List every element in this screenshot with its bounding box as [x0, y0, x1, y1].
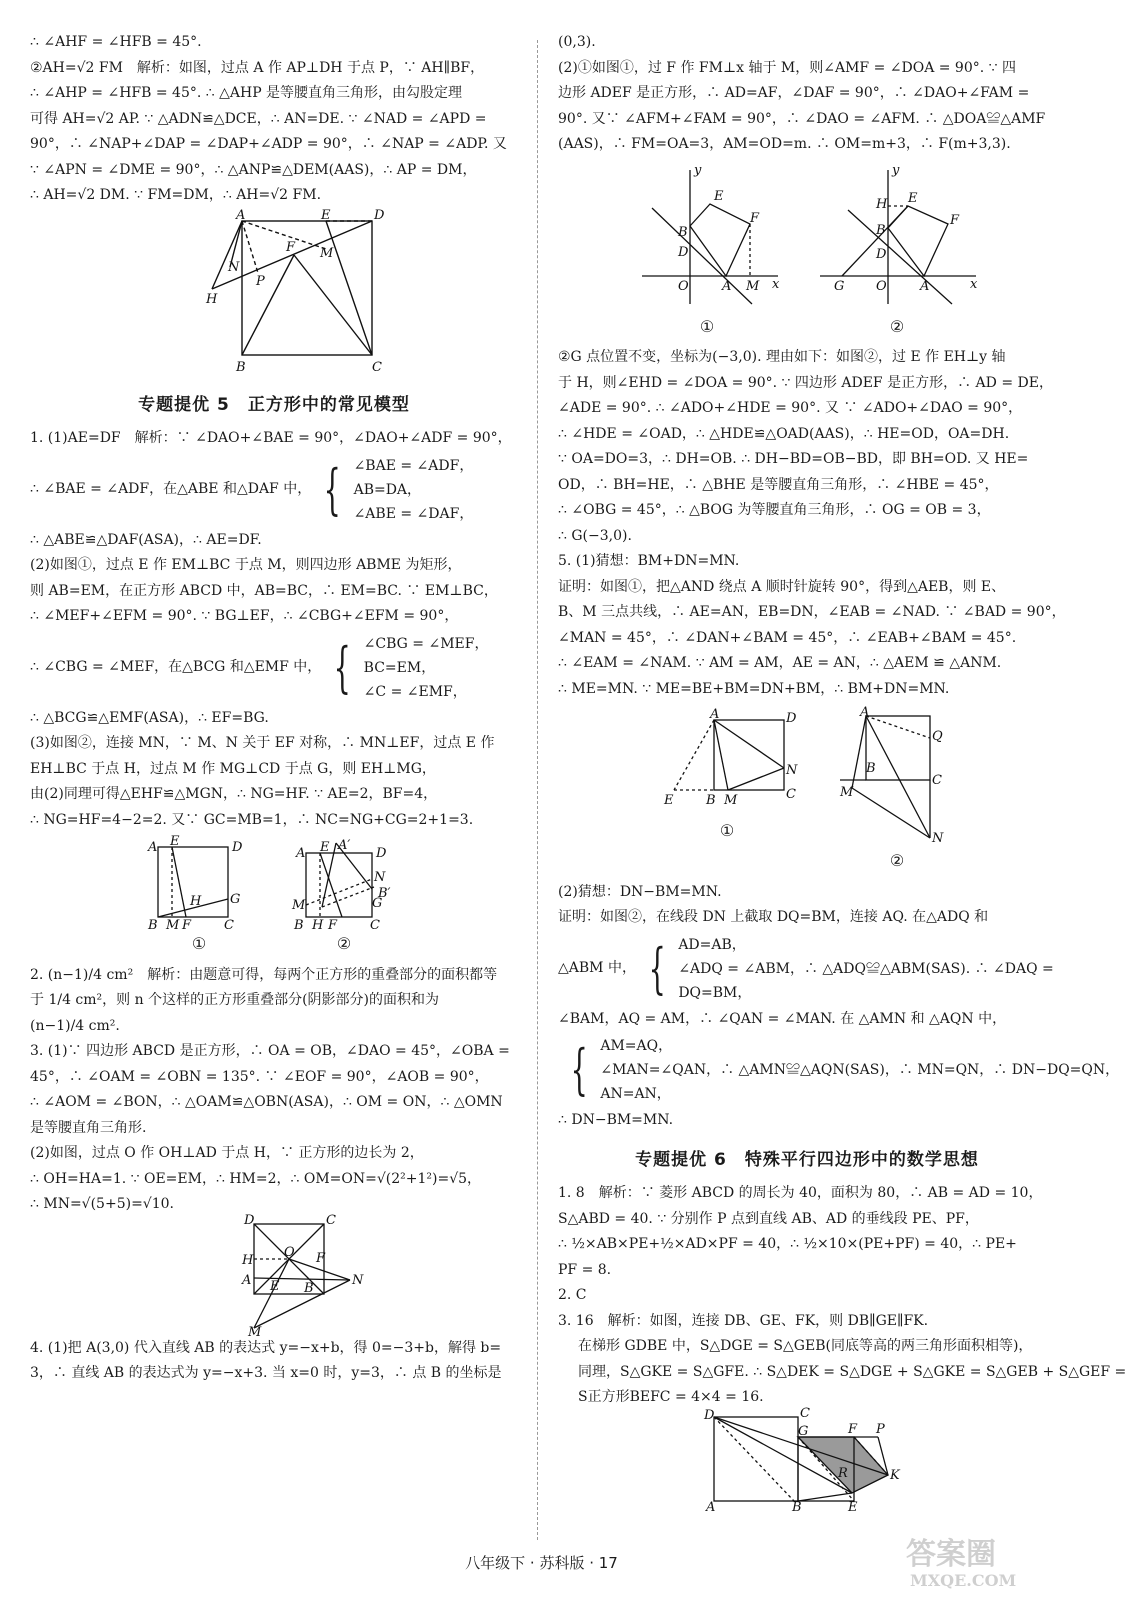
text-line: ∴ ∠OBG = 45°，∴ △BOG 为等腰直角三角形，∴ OG = OB = 3，	[558, 502, 991, 518]
svg-text:O: O	[284, 1244, 295, 1260]
brace-glyph: {	[323, 457, 341, 521]
text-line: 于 H，则∠EHD = ∠DOA = 90°. ∵ 四边形 ADEF 是正方形，∴ AD = DE，	[558, 374, 1053, 391]
text-line: ∴ OH=HA=1. ∵ OE=EM，∴ HM=2，∴ OM=ON=√(2²+1²)=√5，	[30, 1170, 482, 1187]
text-line: 同理，S△GKE = S△GFE. ∴ S△DEK = S△DGE + S△GKE = S△GEB + S△GEF =	[578, 1363, 1126, 1380]
text-line: 45°，∴ ∠OAM = ∠OBN = 135°. ∵ ∠EOF = 90°，∠AOB = 90°，	[30, 1068, 489, 1085]
text-line: △ABM 中，	[558, 959, 636, 976]
svg-text:A: A	[722, 278, 732, 294]
text-line: ②G 点位置不变，坐标为(−3,0). 理由如下：如图②，过 E 作 EH⊥y 轴	[558, 349, 1006, 365]
brace-glyph: {	[570, 1038, 588, 1101]
svg-text:C: C	[326, 1212, 336, 1228]
svg-text:B: B	[148, 918, 158, 933]
svg-text:D: D	[876, 246, 887, 262]
text-line: ∴ △ABE≌△DAF(ASA)，∴ AE=DF.	[30, 531, 262, 548]
text-line: ∴ ∠BAE = ∠ADF，在△ABE 和△DAF 中，	[30, 480, 312, 497]
text-line: OD，∴ BH=HE，∴ △BHE 是等腰直角三角形，∴ ∠HBE = 45°，	[558, 476, 999, 493]
svg-text:D: D	[376, 846, 387, 861]
text-line: ∠BAE = ∠ADF，	[353, 457, 474, 474]
svg-text:H: H	[312, 918, 324, 933]
text-line: (n−1)/4 cm².	[30, 1017, 120, 1034]
svg-text:B′: B′	[378, 886, 391, 901]
svg-text:y: y	[892, 162, 900, 178]
svg-text:R: R	[838, 1465, 848, 1481]
figure-s3	[558, 1405, 1056, 1515]
text-line: (0,3).	[558, 34, 596, 50]
text-line: 证明：如图②，在线段 DN 上截取 DQ=BM，连接 AQ. 在△ADQ 和	[558, 909, 989, 925]
text-line: ∴ DN−BM=MN.	[558, 1112, 674, 1128]
text-line: ∴ ∠AOM = ∠BON，∴ △OAM≌△OBN(ASA)，∴ OM = ON，∴ △OMN	[30, 1094, 503, 1110]
text-line: S△ABD = 40. ∵ 分别作 P 点到直线 AB、AD 的垂线段 PE、PF，	[558, 1210, 979, 1227]
text-line: ∴ ∠AHF = ∠HFB = 45°.	[30, 34, 202, 50]
text-line: 3，∴ 直线 AB 的表达式为 y=−x+3. 当 x=0 时，y=3，∴ 点 B 的坐标是	[30, 1365, 502, 1381]
text-line: ∠C = ∠EMF，	[363, 683, 467, 700]
text-line: ∵ ∠APN = ∠DME = 90°，∴ △ANP≌△DEM(AAS)，∴ AP = DM，	[30, 161, 477, 178]
svg-text:M: M	[166, 918, 180, 933]
text-line: AN=AN，	[600, 1086, 671, 1102]
text-line: PF = 8.	[558, 1261, 612, 1278]
figure-q3	[30, 1212, 518, 1340]
svg-text:D: D	[244, 1212, 255, 1228]
point-label: B	[236, 359, 246, 375]
text-line: ∴ NG=HF=4−2=2. 又∵ GC=MB=1，∴ NC=NG+CG=2+1=3.	[30, 811, 474, 828]
svg-text:A: A	[860, 705, 870, 720]
svg-text:M: M	[292, 898, 306, 913]
svg-text:H: H	[876, 196, 888, 212]
svg-text:B: B	[866, 761, 876, 776]
svg-text:G: G	[372, 896, 383, 911]
text-line: AM=AQ，	[600, 1038, 673, 1054]
svg-text:B: B	[792, 1499, 802, 1515]
text-line: AD=AB，	[678, 936, 746, 953]
svg-text:F: F	[316, 1250, 326, 1266]
figure-label: ①	[191, 934, 207, 953]
text-line: AB=DA，	[353, 481, 422, 498]
text-line: ∴ AH=√2 DM. ∵ FM=DM，∴ AH=√2 FM.	[30, 187, 322, 203]
svg-text:M: M	[746, 278, 760, 294]
point-label: H	[206, 291, 218, 307]
figure-square-ahfm	[30, 209, 518, 379]
text-line: BC=EM，	[363, 659, 436, 676]
svg-text:B: B	[706, 793, 716, 808]
svg-text:C: C	[800, 1405, 810, 1421]
text-line: 3. 16 解析：如图，连接 DB、GE、FK，则 DB∥GE∥FK.	[558, 1312, 929, 1329]
point-label: E	[321, 207, 331, 223]
text-line: 1. 8 解析：∵ 菱形 ABCD 的周长为 40，面积为 80，∴ AB = AD = 10，	[558, 1185, 1043, 1201]
brace-system	[558, 933, 1056, 1005]
text-line: ∵ OA=DO=3，∴ DH=OB. ∴ DH−BD=OB−BD，即 BH=OD. 又 HE=	[558, 451, 1029, 467]
svg-text:C: C	[932, 773, 942, 788]
text-line: ∠MAN = 45°，∴ ∠DAN+∠BAM = 45°，∴ ∠EAB+∠BAM = 45°.	[558, 629, 1017, 646]
text-line: (AAS)，∴ FM=OA=3，AM=OD=m. ∴ OM=m+3，∴ F(m+3,3).	[558, 136, 1011, 152]
text-line: ∠ABE = ∠DAF，	[353, 505, 474, 522]
text-line: 边形 ADEF 是正方形，∴ AD=AF，∠DAF = 90°，∴ ∠DAO+∠FAM =	[558, 85, 1030, 101]
svg-text:G: G	[230, 892, 241, 907]
figure-q1-1	[144, 834, 254, 933]
text-line: (2)如图，过点 O 作 OH⊥AD 于点 H，∵ 正方形的边长为 2，	[30, 1145, 424, 1161]
text-line: ∠ADQ = ∠ABM，∴ △ADQ≌△ABM(SAS). ∴ ∠DAQ =	[678, 960, 1054, 977]
point-label: N	[228, 259, 240, 275]
figure-label: ①	[719, 821, 735, 840]
svg-text:E: E	[320, 840, 330, 855]
point-label: M	[320, 245, 334, 261]
column-divider	[537, 40, 538, 1540]
watermark-logo	[900, 1530, 1070, 1592]
text-line: 4. (1)把 A(3,0) 代入直线 AB 的表达式 y=−x+b，得 0=−3+b，解得 b=	[30, 1339, 502, 1356]
brace-system	[30, 632, 518, 704]
svg-text:K: K	[890, 1467, 900, 1483]
text-line: 5. (1)猜想：BM+DN=MN.	[558, 553, 740, 569]
text-line: ∴ MN=√(5+5)=√10.	[30, 1196, 174, 1212]
svg-text:F: F	[750, 210, 760, 226]
figure-q4-2	[812, 164, 982, 314]
text-line: (3)如图②，连接 MN，∵ M、N 关于 EF 对称，∴ MN⊥EF，过点 E 作	[30, 735, 495, 751]
text-line: 90°，∴ ∠NAP+∠DAP = ∠DAP+∠ADP = 90°，∴ ∠NAP = ∠ADP. 又	[30, 136, 507, 152]
page-footer: 八年级下 · 苏科版 · 17	[465, 1554, 618, 1572]
text-line: 90°. 又∵ ∠AFM+∠FAM = 90°，∴ ∠DAO = ∠AFM. ∴ △DOA≌△AMF	[558, 110, 1046, 127]
point-label: C	[372, 359, 382, 375]
brace-system	[30, 454, 518, 526]
svg-text:D: D	[678, 244, 689, 260]
figure-label: ①	[699, 316, 715, 336]
svg-text:E: E	[714, 188, 724, 204]
text-line: ∴ △BCG≌△EMF(ASA)，∴ EF=BG.	[30, 709, 269, 726]
svg-text:A: A	[710, 707, 720, 722]
text-line: EH⊥BC 于点 H，过点 M 作 MG⊥CD 于点 G，则 EH⊥MG，	[30, 760, 436, 777]
text-line: DQ=BM，	[678, 984, 752, 1001]
svg-text:答案圈: 答案圈	[906, 1537, 996, 1572]
svg-text:B: B	[876, 222, 886, 238]
svg-text:H: H	[190, 894, 202, 909]
svg-text:B: B	[304, 1280, 314, 1296]
text-line: 是等腰直角三角形.	[30, 1119, 147, 1136]
svg-text:A: A	[920, 278, 930, 294]
text-line: ∴ ∠HDE = ∠OAD，∴ △HDE≌△OAD(AAS)，∴ HE=OD，OA=DH.	[558, 425, 1010, 442]
brace-glyph: {	[648, 936, 666, 1000]
text-line: 可得 AH=√2 AP. ∵ △ADN≌△DCE，∴ AN=DE. ∵ ∠NAD = ∠APD =	[30, 110, 487, 127]
svg-text:G: G	[798, 1423, 809, 1439]
section-heading: 专题提优 6 特殊平行四边形中的数学思想	[635, 1149, 979, 1170]
svg-text:E: E	[270, 1278, 280, 1294]
text-line: 1. (1)AE=DF 解析：∵ ∠DAO+∠BAE = 90°，∠DAO+∠ADF = 90°，	[30, 430, 512, 446]
svg-text:E: E	[848, 1499, 858, 1515]
figure-row-q1	[30, 834, 518, 957]
figure-q5-1	[652, 708, 802, 818]
figure-label: ②	[889, 316, 905, 336]
point-label: A	[236, 207, 246, 223]
figure-label: ②	[889, 851, 905, 870]
text-line: 3. (1)∵ 四边形 ABCD 是正方形，∴ OA = OB，∠DAO = 45°，∠OBA =	[30, 1043, 510, 1059]
svg-text:M: M	[840, 785, 854, 800]
svg-text:B: B	[678, 224, 688, 240]
brace-glyph: {	[333, 635, 352, 699]
svg-text:C: C	[224, 918, 234, 933]
point-label: F	[286, 239, 296, 255]
figure-row-q5	[558, 705, 1056, 874]
figure-label: ②	[336, 934, 352, 953]
svg-text:B: B	[294, 918, 304, 933]
svg-text:x: x	[970, 276, 978, 292]
svg-text:A: A	[148, 840, 158, 855]
figure-q4-1	[632, 164, 782, 314]
svg-text:F: F	[328, 918, 338, 933]
text-line: ∴ G(−3,0).	[558, 527, 632, 544]
svg-text:H: H	[242, 1252, 254, 1268]
text-line: 由(2)同理可得△EHF≌△MGN，∴ NG=HF. ∵ AE=2，BF=4，	[30, 786, 438, 802]
text-line: 则 AB=EM，在正方形 ABCD 中，AB=BC，∴ EM=BC. ∵ EM⊥BC，	[30, 582, 498, 599]
text-line: (2)如图①，过点 E 作 EM⊥BC 于点 M，则四边形 ABME 为矩形，	[30, 557, 462, 573]
svg-text:E: E	[170, 834, 180, 849]
text-line: S正方形BEFC = 4×4 = 16.	[578, 1389, 764, 1405]
point-label: D	[374, 207, 385, 223]
text-line: ∴ ∠AHP = ∠HFB = 45°. ∴ △AHP 是等腰直角三角形，由勾股定理	[30, 85, 463, 101]
svg-text:N: N	[932, 831, 944, 846]
text-line: ②AH=√2 FM 解析：如图，过点 A 作 AP⊥DH 于点 P，∵ AH∥BF，	[30, 59, 485, 76]
text-line: (2)猜想：DN−BM=MN.	[558, 883, 722, 900]
svg-text:E: E	[664, 793, 674, 808]
text-line: ∴ ME=MN. ∵ ME=BE+BM=DN+BM，∴ BM+DN=MN.	[558, 680, 950, 697]
svg-text:O: O	[678, 278, 689, 294]
svg-text:N: N	[374, 870, 386, 885]
svg-text:Q: Q	[932, 729, 943, 744]
text-line: ∴ ∠MEF+∠EFM = 90°. ∵ BG⊥EF，∴ ∠CBG+∠EFM = 90°，	[30, 608, 459, 624]
svg-text:D: D	[232, 840, 243, 855]
text-line: ∠CBG = ∠MEF，	[363, 635, 489, 652]
text-line: B、M 三点共线，∴ AE=AN，EB=DN，∠EAB = ∠NAD. ∵ ∠BAD = 90°，	[558, 604, 1066, 620]
text-line: 在梯形 GDBE 中，S△DGE = S△GEB(同底等高的两三角形面积相等)，	[578, 1338, 1033, 1354]
right-column	[558, 30, 1126, 1515]
svg-text:y: y	[694, 162, 702, 178]
svg-text:M: M	[724, 793, 738, 808]
text-line: 证明：如图①，把△AND 绕点 A 顺时针旋转 90°，得到△AEB，则 E、	[558, 578, 1006, 595]
point-label: P	[256, 273, 265, 289]
svg-text:MXQE.COM: MXQE.COM	[910, 1571, 1017, 1590]
text-line: (2)①如图①，过 F 作 FM⊥x 轴于 M，则∠AMF = ∠DOA = 90°. ∵ 四	[558, 59, 1017, 76]
svg-text:P: P	[876, 1421, 885, 1437]
text-line: ∴ ∠EAM = ∠NAM. ∵ AM = AM，AE = AN，∴ △AEM ≌ △ANM.	[558, 655, 1002, 671]
text-line: 2. C	[558, 1287, 587, 1303]
figure-q1-2	[284, 839, 404, 931]
svg-text:C: C	[370, 918, 380, 933]
svg-text:D: D	[704, 1407, 715, 1423]
svg-text:D: D	[786, 711, 797, 726]
svg-text:N: N	[352, 1272, 364, 1288]
text-line: ∠ADE = 90°. ∴ ∠ADO+∠HDE = 90°. 又 ∵ ∠ADO+∠DAO = 90°，	[558, 400, 1023, 416]
brace-system	[558, 1034, 1120, 1106]
svg-text:G: G	[834, 278, 845, 294]
svg-text:A: A	[706, 1499, 716, 1515]
text-line: ∴ ½×AB×PE+½×AD×PF = 40，∴ ½×10×(PE+PF) = 40，∴ PE+	[558, 1236, 1017, 1252]
svg-text:A: A	[242, 1272, 252, 1288]
svg-text:F: F	[182, 918, 192, 933]
section-heading: 专题提优 5 正方形中的常见模型	[138, 394, 410, 415]
svg-text:F: F	[848, 1421, 858, 1437]
svg-text:x: x	[772, 276, 780, 292]
svg-text:F: F	[950, 212, 960, 228]
text-line: ∠BAM，AQ = AM，∴ ∠QAN = ∠MAN. 在 △AMN 和 △AQN 中，	[558, 1010, 1007, 1027]
text-line: 于 1/4 cm²，则 n 个这样的正方形重叠部分(阴影部分)的面积和为	[30, 992, 439, 1008]
text-line: ∴ ∠CBG = ∠MEF，在△BCG 和△EMF 中，	[30, 658, 322, 675]
svg-text:N: N	[786, 763, 798, 778]
text-line: ∠MAN=∠QAN，∴ △AMN≌△AQN(SAS)，∴ MN=QN，∴ DN−DQ=QN，	[600, 1062, 1120, 1078]
text-line: 2. (n−1)/4 cm² 解析：由题意可得，每两个正方形的重叠部分的面积都等	[30, 966, 498, 983]
svg-text:O: O	[876, 278, 887, 294]
left-column	[30, 30, 518, 1387]
svg-text:A: A	[296, 846, 306, 861]
svg-text:A′: A′	[338, 838, 351, 853]
figure-q5-2	[832, 705, 962, 848]
svg-text:M: M	[248, 1324, 262, 1340]
figure-row-q4	[558, 164, 1056, 340]
svg-text:C: C	[786, 787, 796, 802]
svg-text:E: E	[908, 190, 918, 206]
